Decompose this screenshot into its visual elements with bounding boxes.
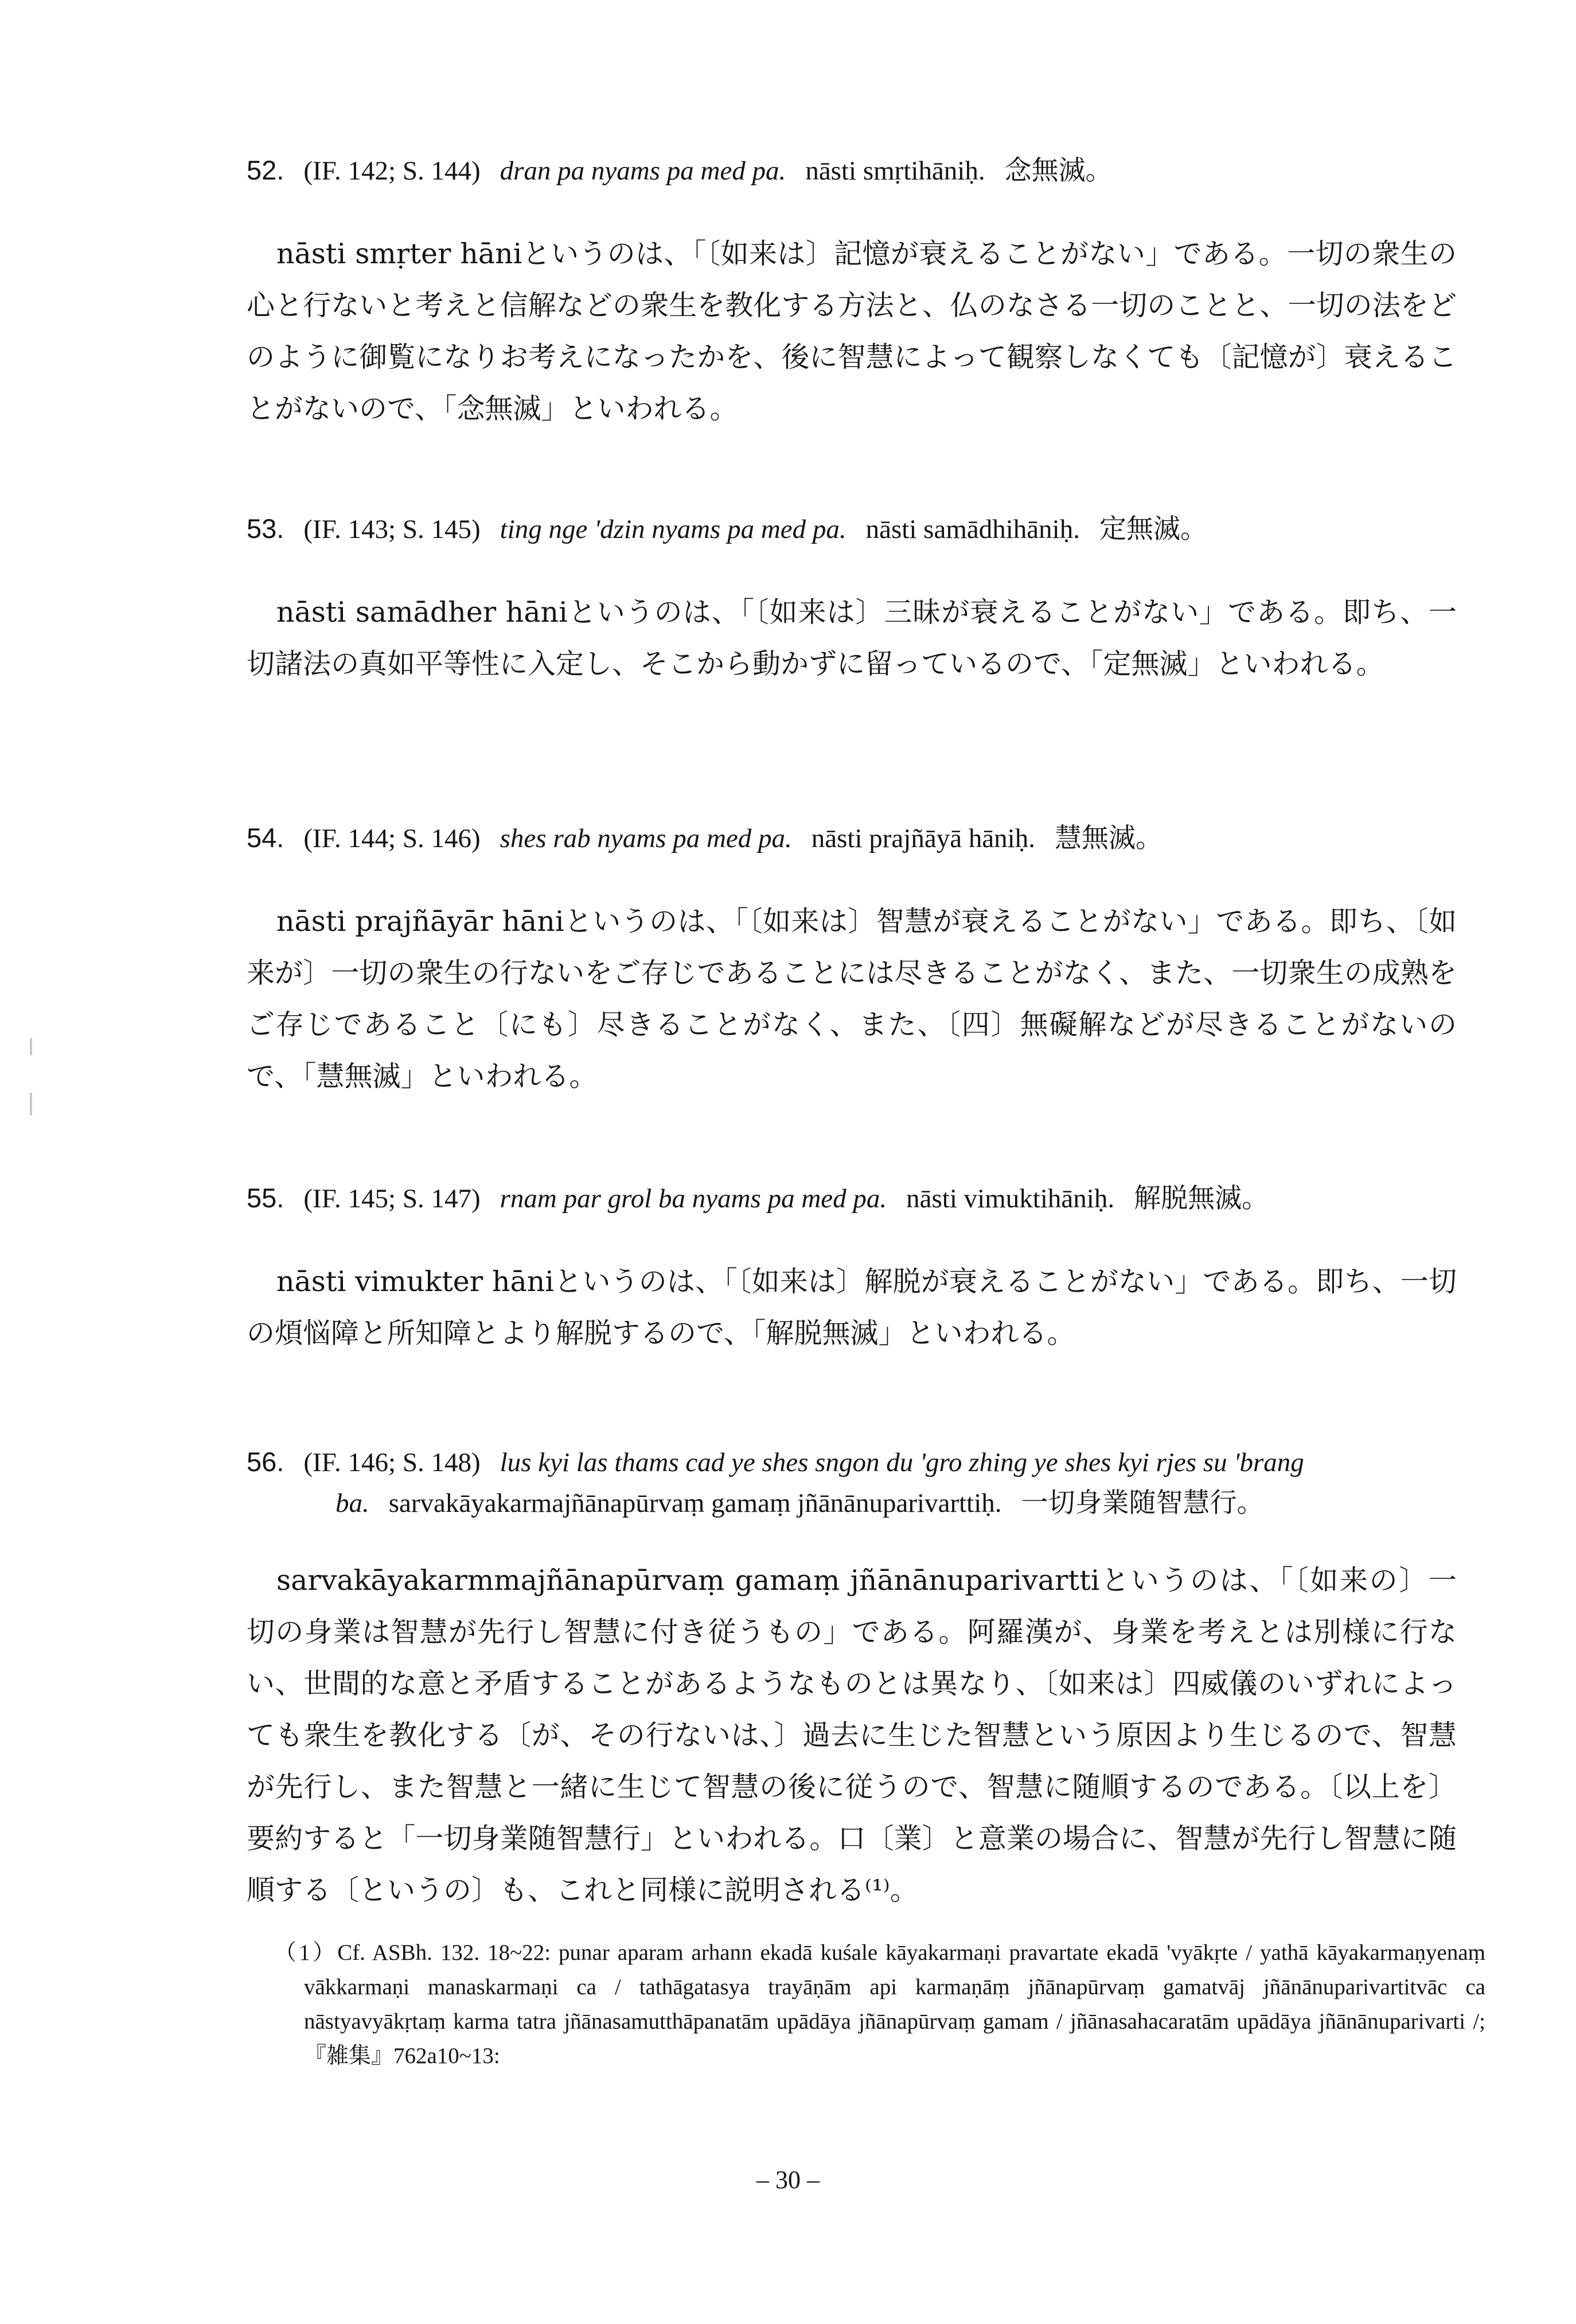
japanese-term: 慧無滅。 (1055, 824, 1163, 853)
scan-margin-mark (30, 1038, 32, 1055)
entry-number: 54. (247, 822, 284, 853)
entry-heading (247, 512, 1457, 547)
entry-heading (247, 821, 1457, 856)
entry-body: nāsti samādher hāniというのは、「〔如来は〕三昧が衰えることがない」である。即ち、一切諸法の真如平等性に入定し、そこから動かずに留っているので、「定無滅」といわれる。 (247, 595, 1457, 680)
entry-heading-continuation (247, 1487, 1457, 1520)
entry-number: 53. (247, 513, 284, 544)
tibetan-term: ting nge 'dzin nyams pa med pa. (500, 514, 846, 544)
entry-body: nāsti vimukter hāniというのは、「〔如来は〕解脱が衰えることがない」である。即ち、一切の煩悩障と所知障とより解脱するので、「解脱無滅」といわれる。 (247, 1265, 1457, 1350)
entry-52 (247, 154, 1457, 435)
sanskrit-term: sarvakāyakarmajñānapūrvaṃ gamaṃ jñānānuparivarttiḥ. (388, 1488, 1002, 1518)
entry-heading (247, 154, 1457, 188)
page-number: – 30 – (756, 2166, 820, 2194)
entry-reference: (IF. 144; S. 146) (303, 824, 481, 853)
tibetan-term: rnam par grol ba nyams pa med pa. (500, 1184, 887, 1214)
entry-reference: (IF. 145; S. 147) (303, 1184, 481, 1214)
japanese-term: 一切身業随智慧行。 (1021, 1488, 1264, 1518)
japanese-term: 念無滅。 (1004, 156, 1113, 186)
entry-body: nāsti prajñāyār hāniというのは、「〔如来は〕智慧が衰えることがない」である。即ち、〔如来が〕一切の衆生の行ないをご存じであることには尽きることがなく、また、一切衆生の成熟をご存じであること〔にも〕尽きることがなく、また、〔四〕無礙解などが尽きることがないので、「慧無滅」といわれる。 (247, 904, 1457, 1093)
sanskrit-term: nāsti smṛtihāniḥ. (805, 156, 985, 186)
entry-reference: (IF. 146; S. 148) (303, 1448, 481, 1477)
entry-body: sarvakāyakarmmajñānapūrvaṃ gamaṃ jñānānuparivarttiというのは、「〔如来の〕一切の身業は智慧が先行し智慧に付き従うもの」である。阿羅漢が、身業を考えとは別様に行ない、世間的な意と矛盾することがあるようなものとは異なり、〔如来は〕四威儀のいずれによっても衆生を教化する〔が、その行ないは、〕過去に生じた智慧という原因より生じるので、智慧が先行し、また智慧と一緒に生じて智慧の後に従うので、智慧に随順するのである。〔以上を〕要約すると「一切身業随智慧行」といわれる。口〔業〕と意業の場合に、智慧が先行し智慧に随順する〔というの〕も、これと同様に説明される⁽¹⁾。 (247, 1563, 1457, 1906)
entry-56 (247, 1445, 1457, 1916)
japanese-term: 解脱無滅。 (1134, 1184, 1269, 1214)
entry-heading (247, 1182, 1457, 1216)
entry-reference: (IF. 143; S. 145) (303, 514, 481, 544)
entry-54 (247, 821, 1457, 1102)
footnote: （1）Cf. ASBh. 132. 18~22: punar aparam arhann ekadā kuśale kāyakarmaṇi pravartate ekadā 'vyākṛte / yathā kāyakarmaṇyenaṃ vākkarmaṇi manaskarmaṇi ca / tathāgatasya trayāṇām api karmaṇāṃ jñānapūrvaṃ gamatvāj jñānānuparivartitvāc ca nāstyavyākṛtaṃ karma tatra jñānasamutthāpanatām upādāya jñānapūrvaṃ gamam / jñānasahacaratām upādāya jñānānuparivarti /;『雑集』762a10~13: (274, 1940, 1485, 2068)
sanskrit-term: nāsti samādhihāniḥ. (865, 514, 1080, 544)
entry-number: 56. (247, 1446, 284, 1477)
entry-body: nāsti smṛter hāniというのは、「〔如来は〕記憶が衰えることがない」である。一切の衆生の心と行ないと考えと信解などの衆生を教化する方法と、仏のなさる一切のことと、一切の法をどのように御覧になりお考えになったかを、後に智慧によって観察しなくても〔記憶が〕衰えることがないので、「念無滅」といわれる。 (247, 237, 1457, 425)
entry-55 (247, 1182, 1457, 1359)
entry-53 (247, 512, 1457, 690)
tibetan-term: shes rab nyams pa med pa. (500, 824, 792, 853)
entry-reference: (IF. 142; S. 144) (303, 156, 481, 186)
tibetan-term: lus kyi las thams cad ye shes sngon du 'gro zhing ye shes kyi rjes su 'brang (500, 1448, 1304, 1477)
entry-number: 55. (247, 1183, 284, 1213)
tibetan-term-continued: ba. (336, 1488, 369, 1518)
tibetan-term: dran pa nyams pa med pa. (500, 156, 786, 186)
sanskrit-term: nāsti vimuktihāniḥ. (906, 1184, 1115, 1214)
japanese-term: 定無滅。 (1099, 514, 1207, 544)
entry-number: 52. (247, 155, 284, 185)
scan-margin-mark (30, 1093, 32, 1116)
sanskrit-term: nāsti prajñāyā hāniḥ. (811, 824, 1035, 853)
entry-heading (247, 1445, 1457, 1520)
